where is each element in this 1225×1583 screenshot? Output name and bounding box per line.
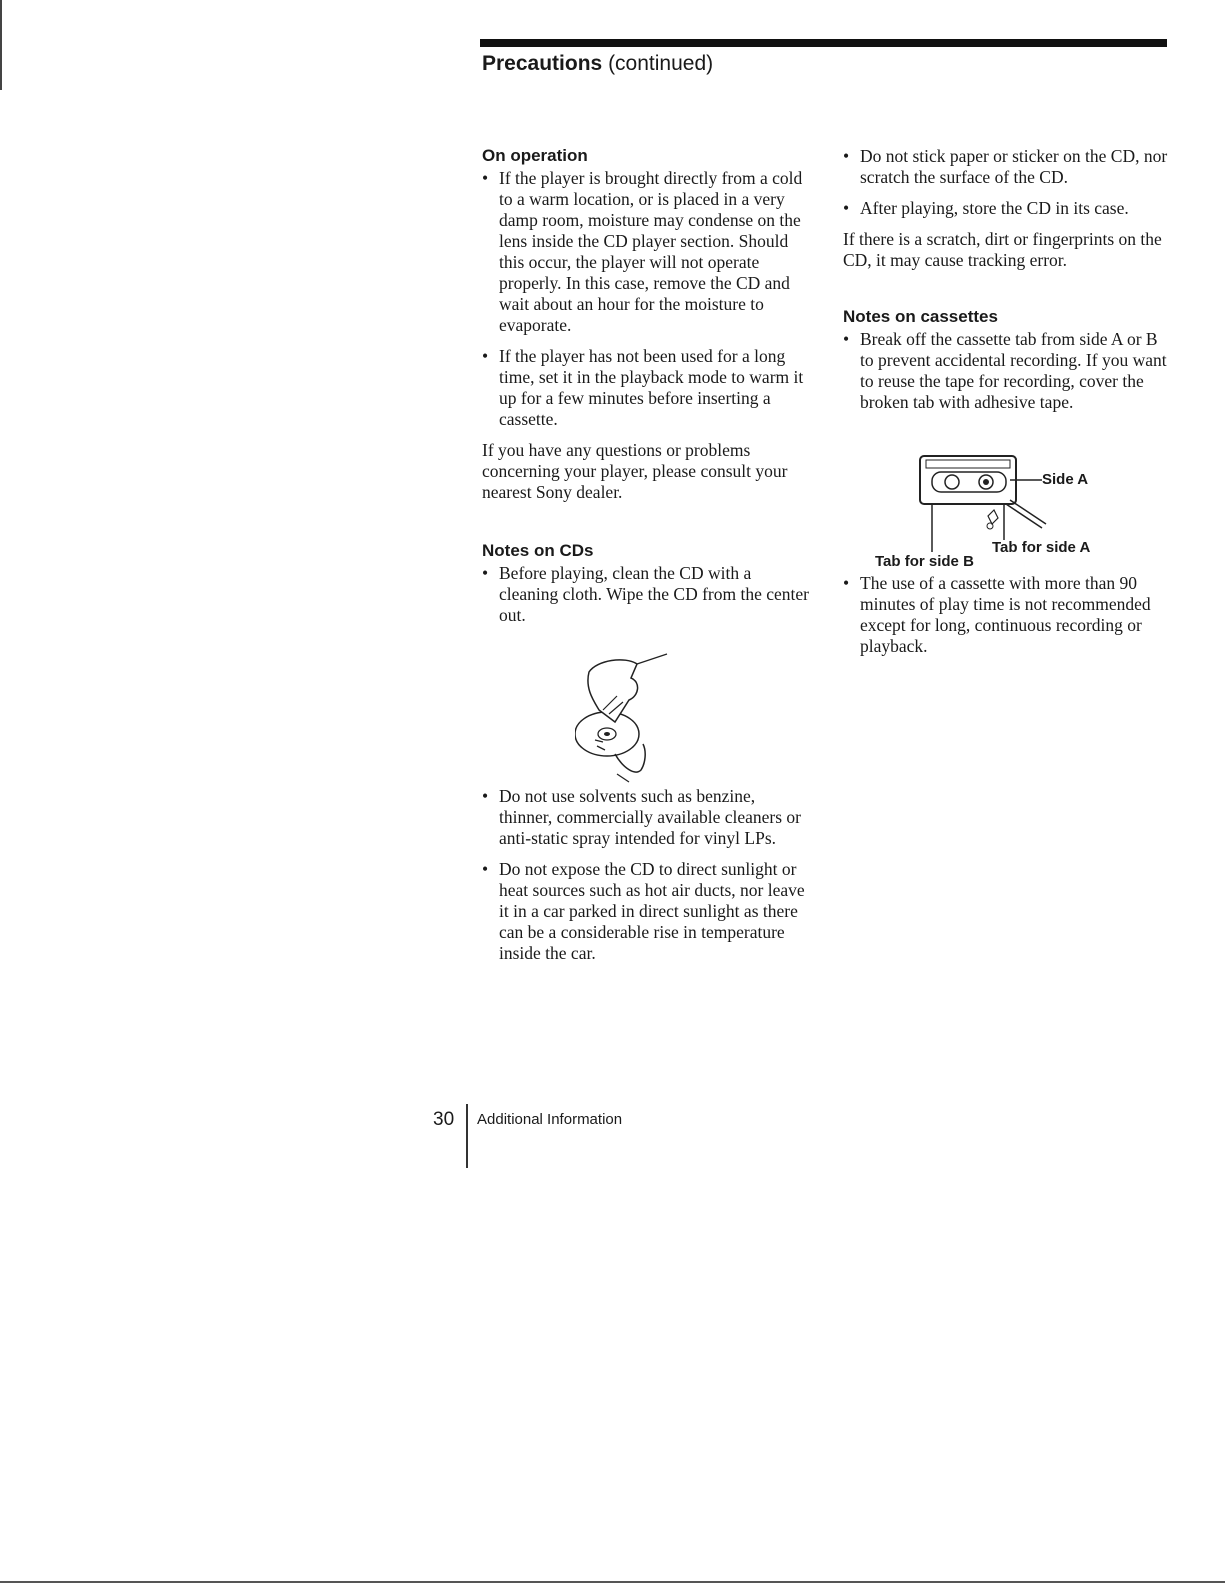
label-tab-side-a: Tab for side A (992, 539, 1091, 556)
section-heading-notes-cds: Notes on CDs (482, 541, 594, 560)
section-heading-on-operation: On operation (482, 146, 588, 165)
page-edge-left (0, 0, 2, 90)
header-title: Precautions (482, 52, 603, 75)
list-item: • Before playing, clean the CD with a cleaning cloth. Wipe the CD from the center out. (482, 563, 812, 626)
list-item: • The use of a cassette with more than 90 minutes of play time is not recommended except for long, continuous recording or playback. (843, 573, 1173, 657)
footer-rule (466, 1104, 468, 1168)
list-item: • After playing, store the CD in its case. (843, 198, 1173, 219)
notes-cassettes-list-top (843, 329, 1173, 413)
page-header (482, 52, 713, 76)
list-item: • If the player is brought directly from a cold to a warm location, or is placed in a very damp room, moisture may condense on the lens inside the CD player section. Should this occur, the player will not operate properly. In this case, remove the CD and wait about an hour for the moisture to evaporate. (482, 168, 812, 336)
right-column (843, 146, 1173, 667)
section-heading-notes-cassettes: Notes on cassettes (843, 307, 998, 326)
notes-cds-list-top (482, 563, 812, 626)
label-side-a: Side A (1042, 471, 1089, 488)
header-rule (480, 39, 1167, 47)
list-item: • Do not stick paper or sticker on the CD, nor scratch the surface of the CD. (843, 146, 1173, 188)
page-number: 30 (433, 1109, 455, 1130)
notes-cds-list-bottom (482, 786, 812, 964)
cd-cleaning-illustration (575, 652, 685, 792)
header-subtitle: (continued) (608, 52, 714, 75)
left-column (482, 146, 812, 974)
dealer-paragraph: If you have any questions or problems concerning your player, please consult your nearest Sony dealer. (482, 440, 788, 502)
footer-section: Additional Information (477, 1111, 623, 1128)
list-item: • If the player has not been used for a long time, set it in the playback mode to warm it up for a few minutes before inserting a cassette. (482, 346, 812, 430)
list-item: • Do not use solvents such as benzine, thinner, commercially available cleaners or anti-static spray intended for vinyl LPs. (482, 786, 812, 849)
notes-cassettes-list-bottom (843, 573, 1173, 657)
cd-care-list (843, 146, 1173, 219)
on-operation-list (482, 168, 812, 430)
list-item: • Do not expose the CD to direct sunlight or heat sources such as hot air ducts, nor leave it in a car parked in direct sunlight as there can be a considerable rise in temperature inside the car. (482, 859, 812, 964)
list-item: • Break off the cassette tab from side A or B to prevent accidental recording. If you want to reuse the tape for recording, cover the broken tab with adhesive tape. (843, 329, 1173, 413)
tracking-paragraph: If there is a scratch, dirt or fingerprints on the CD, it may cause tracking error. (843, 229, 1162, 270)
label-tab-side-b: Tab for side B (875, 553, 974, 570)
